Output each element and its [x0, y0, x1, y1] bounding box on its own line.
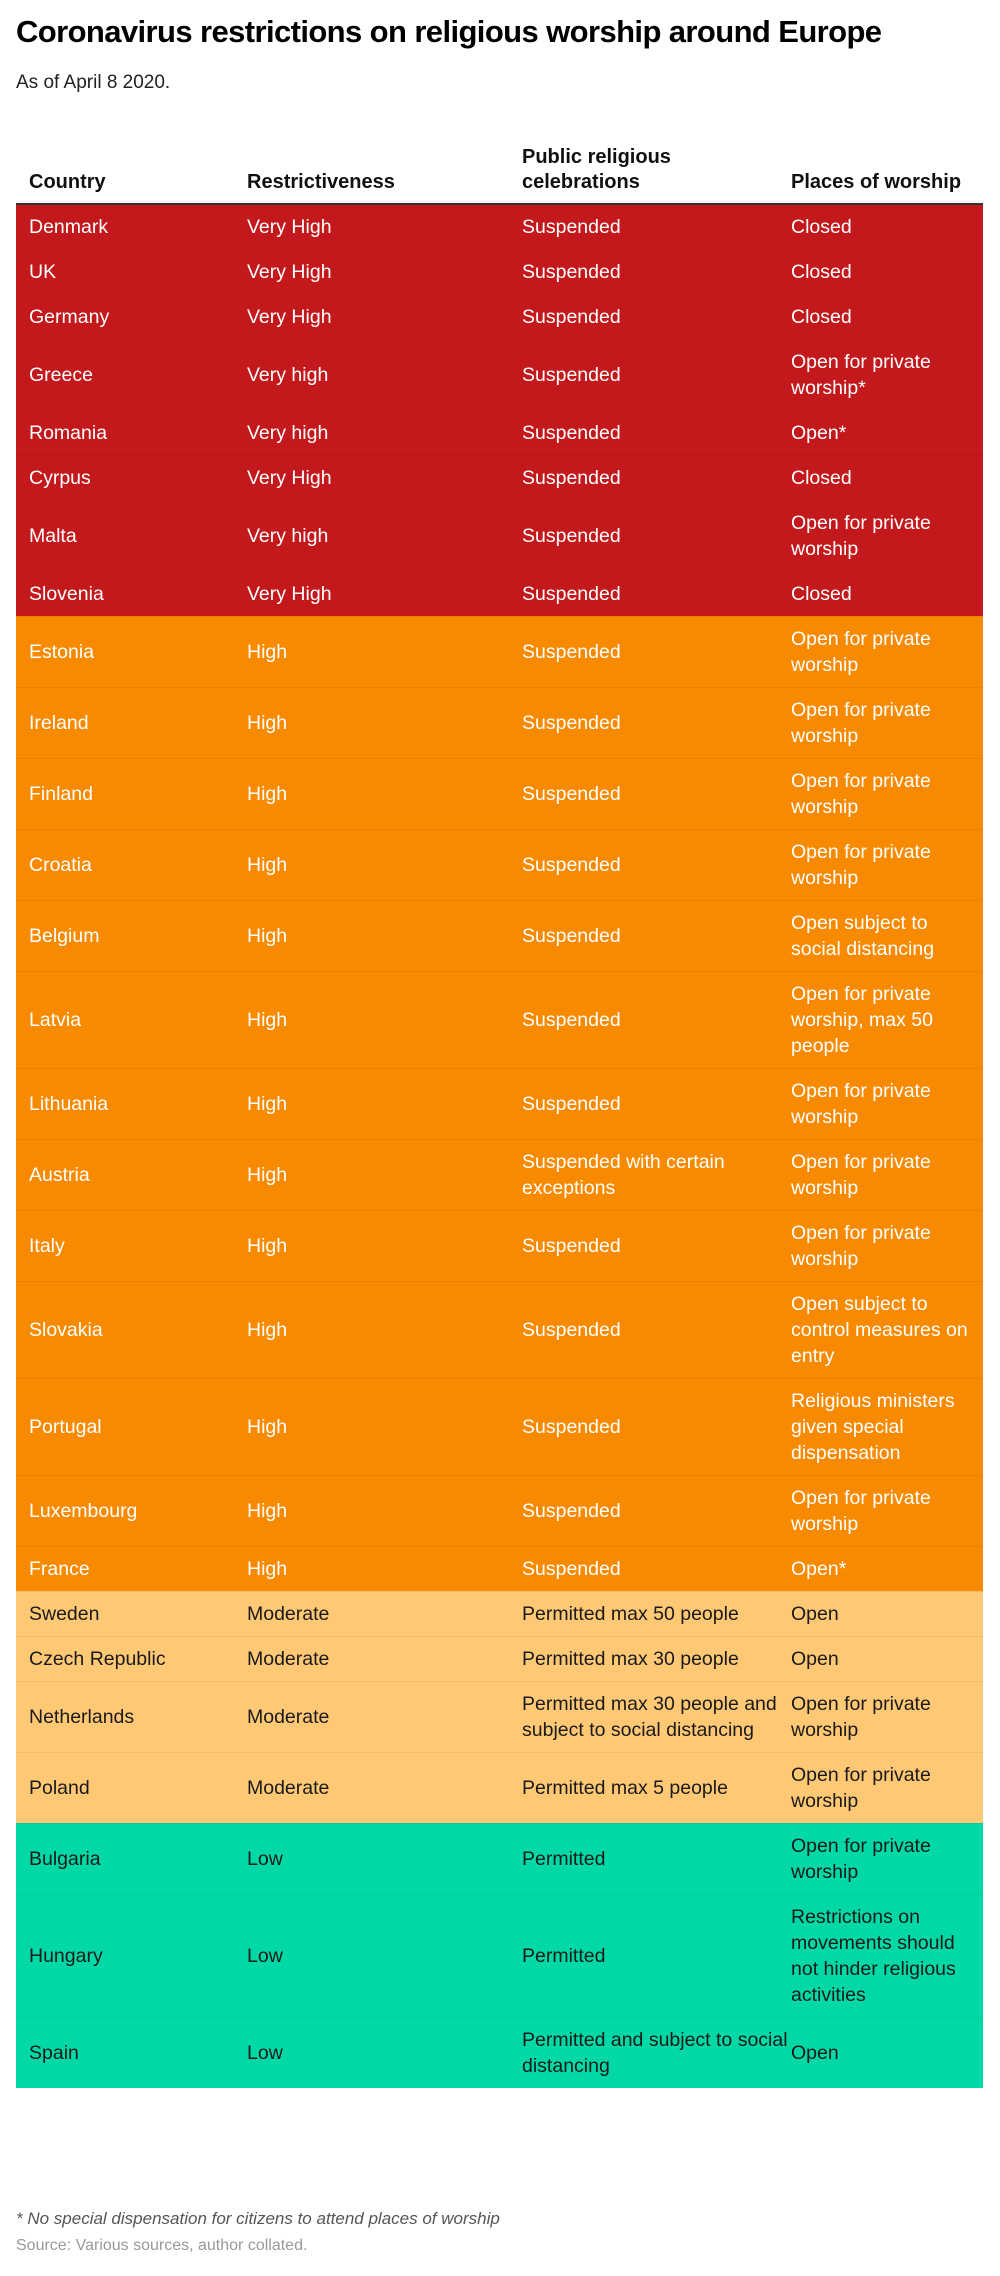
cell-places: Open [791, 2042, 839, 2064]
cell-restrictiveness: High [247, 641, 288, 663]
cell-places: Open for private worship [791, 1151, 931, 1199]
table-row [16, 1475, 983, 1546]
cell-country: Netherlands [29, 1706, 135, 1728]
cell-celebrations: Permitted max 50 people [522, 1603, 739, 1625]
cell-celebrations: Suspended with certain exceptions [522, 1151, 725, 1199]
cell-places: Open for private worship [791, 699, 931, 747]
cell-restrictiveness: Moderate [247, 1648, 330, 1670]
cell-country: UK [29, 261, 57, 283]
table-row [16, 205, 983, 249]
cell-celebrations: Suspended [522, 1558, 621, 1580]
table-row [16, 294, 983, 339]
cell-restrictiveness: High [247, 712, 288, 734]
cell-places: Closed [791, 306, 852, 328]
table-row [16, 829, 983, 900]
cell-country: Cyrpus [29, 467, 91, 489]
cell-celebrations: Suspended [522, 1093, 621, 1115]
restrictions-table [16, 134, 983, 2088]
cell-celebrations: Suspended [522, 1235, 621, 1257]
cell-country: Denmark [29, 216, 109, 238]
table-row [16, 571, 983, 616]
cell-country: Ireland [29, 712, 89, 734]
cell-places: Open [791, 1603, 839, 1625]
cell-country: Latvia [29, 1009, 82, 1031]
cell-restrictiveness: Very high [247, 422, 329, 444]
table-row [16, 1681, 983, 1752]
cell-country: Croatia [29, 854, 92, 876]
cell-places: Closed [791, 261, 852, 283]
table-row [16, 455, 983, 500]
column-header-places: Places of worship [791, 171, 962, 193]
cell-restrictiveness: High [247, 854, 288, 876]
cell-country: Germany [29, 306, 110, 328]
cell-places: Open for private worship [791, 512, 931, 560]
cell-places: Open for private worship [791, 1764, 931, 1812]
cell-places: Open [791, 1648, 839, 1670]
cell-restrictiveness: High [247, 1009, 288, 1031]
cell-country: Slovakia [29, 1319, 103, 1341]
cell-places: Open for private worship [791, 1080, 931, 1128]
cell-restrictiveness: High [247, 1558, 288, 1580]
cell-places: Open for private worship* [791, 351, 931, 399]
table-body [16, 205, 983, 2088]
cell-celebrations: Permitted max 30 people and subject to social distancing [522, 1693, 777, 1741]
cell-celebrations: Suspended [522, 216, 621, 238]
cell-places: Open for private worship [791, 1693, 931, 1741]
cell-celebrations: Suspended [522, 1009, 621, 1031]
table-row [16, 1378, 983, 1475]
column-header-celebrations: Public religious celebrations [522, 146, 671, 193]
cell-places: Closed [791, 216, 852, 238]
cell-country: Portugal [29, 1416, 102, 1438]
cell-country: Bulgaria [29, 1848, 101, 1870]
cell-restrictiveness: Moderate [247, 1777, 330, 1799]
column-header-country: Country [29, 171, 106, 193]
cell-places: Open* [791, 422, 847, 444]
cell-restrictiveness: Very High [247, 467, 332, 489]
table-header [16, 134, 983, 205]
cell-country: Spain [29, 2042, 79, 2064]
cell-country: Luxembourg [29, 1500, 138, 1522]
cell-places: Closed [791, 583, 852, 605]
cell-country: Hungary [29, 1945, 103, 1967]
cell-places: Open for private worship [791, 628, 931, 676]
cell-restrictiveness: Very High [247, 216, 332, 238]
table-row [16, 758, 983, 829]
cell-country: Estonia [29, 641, 95, 663]
cell-celebrations: Suspended [522, 925, 621, 947]
cell-places: Open for private worship [791, 1835, 931, 1883]
table-row [16, 1210, 983, 1281]
cell-restrictiveness: Very high [247, 364, 329, 386]
cell-places: Open* [791, 1558, 847, 1580]
cell-country: Poland [29, 1777, 90, 1799]
table-row [16, 339, 983, 410]
cell-restrictiveness: High [247, 1416, 288, 1438]
table-row [16, 410, 983, 455]
cell-places: Closed [791, 467, 852, 489]
cell-restrictiveness: Moderate [247, 1706, 330, 1728]
column-header-restrictiveness: Restrictiveness [247, 171, 395, 193]
cell-country: Austria [29, 1164, 90, 1186]
table-row [16, 616, 983, 687]
table-row [16, 900, 983, 971]
cell-restrictiveness: Low [247, 2042, 283, 2064]
table-row [16, 1591, 983, 1636]
cell-country: Belgium [29, 925, 100, 947]
cell-celebrations: Suspended [522, 1500, 621, 1522]
cell-celebrations: Permitted max 5 people [522, 1777, 728, 1799]
cell-restrictiveness: Very High [247, 306, 332, 328]
cell-places: Open subject to social distancing [791, 912, 935, 960]
table-row [16, 1894, 983, 2017]
cell-country: Romania [29, 422, 108, 444]
cell-places: Open for private worship [791, 1222, 931, 1270]
cell-country: Czech Republic [29, 1648, 166, 1670]
cell-celebrations: Suspended [522, 641, 621, 663]
cell-celebrations: Suspended [522, 1319, 621, 1341]
cell-restrictiveness: High [247, 1164, 288, 1186]
table-row [16, 249, 983, 294]
cell-celebrations: Suspended [522, 261, 621, 283]
cell-restrictiveness: Moderate [247, 1603, 330, 1625]
cell-celebrations: Permitted [522, 1945, 606, 1967]
table-row [16, 1281, 983, 1378]
cell-places: Restrictions on movements should not hinder religious activities [791, 1906, 956, 2006]
cell-celebrations: Permitted [522, 1848, 606, 1870]
cell-restrictiveness: Low [247, 1848, 283, 1870]
cell-country: Slovenia [29, 583, 104, 605]
cell-country: France [29, 1558, 90, 1580]
cell-restrictiveness: Very High [247, 583, 332, 605]
cell-restrictiveness: Low [247, 1945, 283, 1967]
cell-country: Greece [29, 364, 93, 386]
table-row [16, 1752, 983, 1823]
cell-restrictiveness: High [247, 925, 288, 947]
cell-celebrations: Suspended [522, 306, 621, 328]
cell-restrictiveness: High [247, 1319, 288, 1341]
cell-country: Finland [29, 783, 93, 805]
cell-celebrations: Permitted max 30 people [522, 1648, 739, 1670]
cell-celebrations: Suspended [522, 783, 621, 805]
cell-country: Sweden [29, 1603, 100, 1625]
cell-country: Italy [29, 1235, 65, 1257]
cell-celebrations: Suspended [522, 525, 621, 547]
table-row [16, 1636, 983, 1681]
cell-places: Open for private worship [791, 1487, 931, 1535]
cell-celebrations: Permitted and subject to social distancing [522, 2029, 788, 2077]
cell-restrictiveness: High [247, 1093, 288, 1115]
table-row [16, 1546, 983, 1591]
table-row [16, 687, 983, 758]
cell-places: Open subject to control measures on entry [791, 1293, 968, 1367]
cell-celebrations: Suspended [522, 467, 621, 489]
cell-restrictiveness: High [247, 783, 288, 805]
table-row [16, 1823, 983, 1894]
cell-restrictiveness: Very High [247, 261, 332, 283]
chart-title: Coronavirus restrictions on religious worship around Europe [16, 14, 882, 49]
cell-celebrations: Suspended [522, 583, 621, 605]
cell-restrictiveness: High [247, 1235, 288, 1257]
table-row [16, 971, 983, 1068]
table-row [16, 500, 983, 571]
cell-places: Open for private worship [791, 770, 931, 818]
cell-places: Open for private worship, max 50 people [791, 983, 933, 1057]
cell-country: Malta [29, 525, 77, 547]
source-note: Source: Various sources, author collated. [16, 2237, 308, 2254]
cell-celebrations: Suspended [522, 422, 621, 444]
cell-celebrations: Suspended [522, 1416, 621, 1438]
cell-places: Religious ministers given special dispensation [791, 1390, 955, 1464]
cell-celebrations: Suspended [522, 854, 621, 876]
cell-celebrations: Suspended [522, 712, 621, 734]
cell-places: Open for private worship [791, 841, 931, 889]
table-row [16, 2017, 983, 2088]
table-row [16, 1068, 983, 1139]
cell-celebrations: Suspended [522, 364, 621, 386]
cell-restrictiveness: High [247, 1500, 288, 1522]
table-row [16, 1139, 983, 1210]
chart-subtitle: As of April 8 2020. [16, 72, 171, 93]
footnote: * No special dispensation for citizens to attend places of worship [16, 2209, 500, 2228]
cell-country: Lithuania [29, 1093, 109, 1115]
cell-restrictiveness: Very high [247, 525, 329, 547]
